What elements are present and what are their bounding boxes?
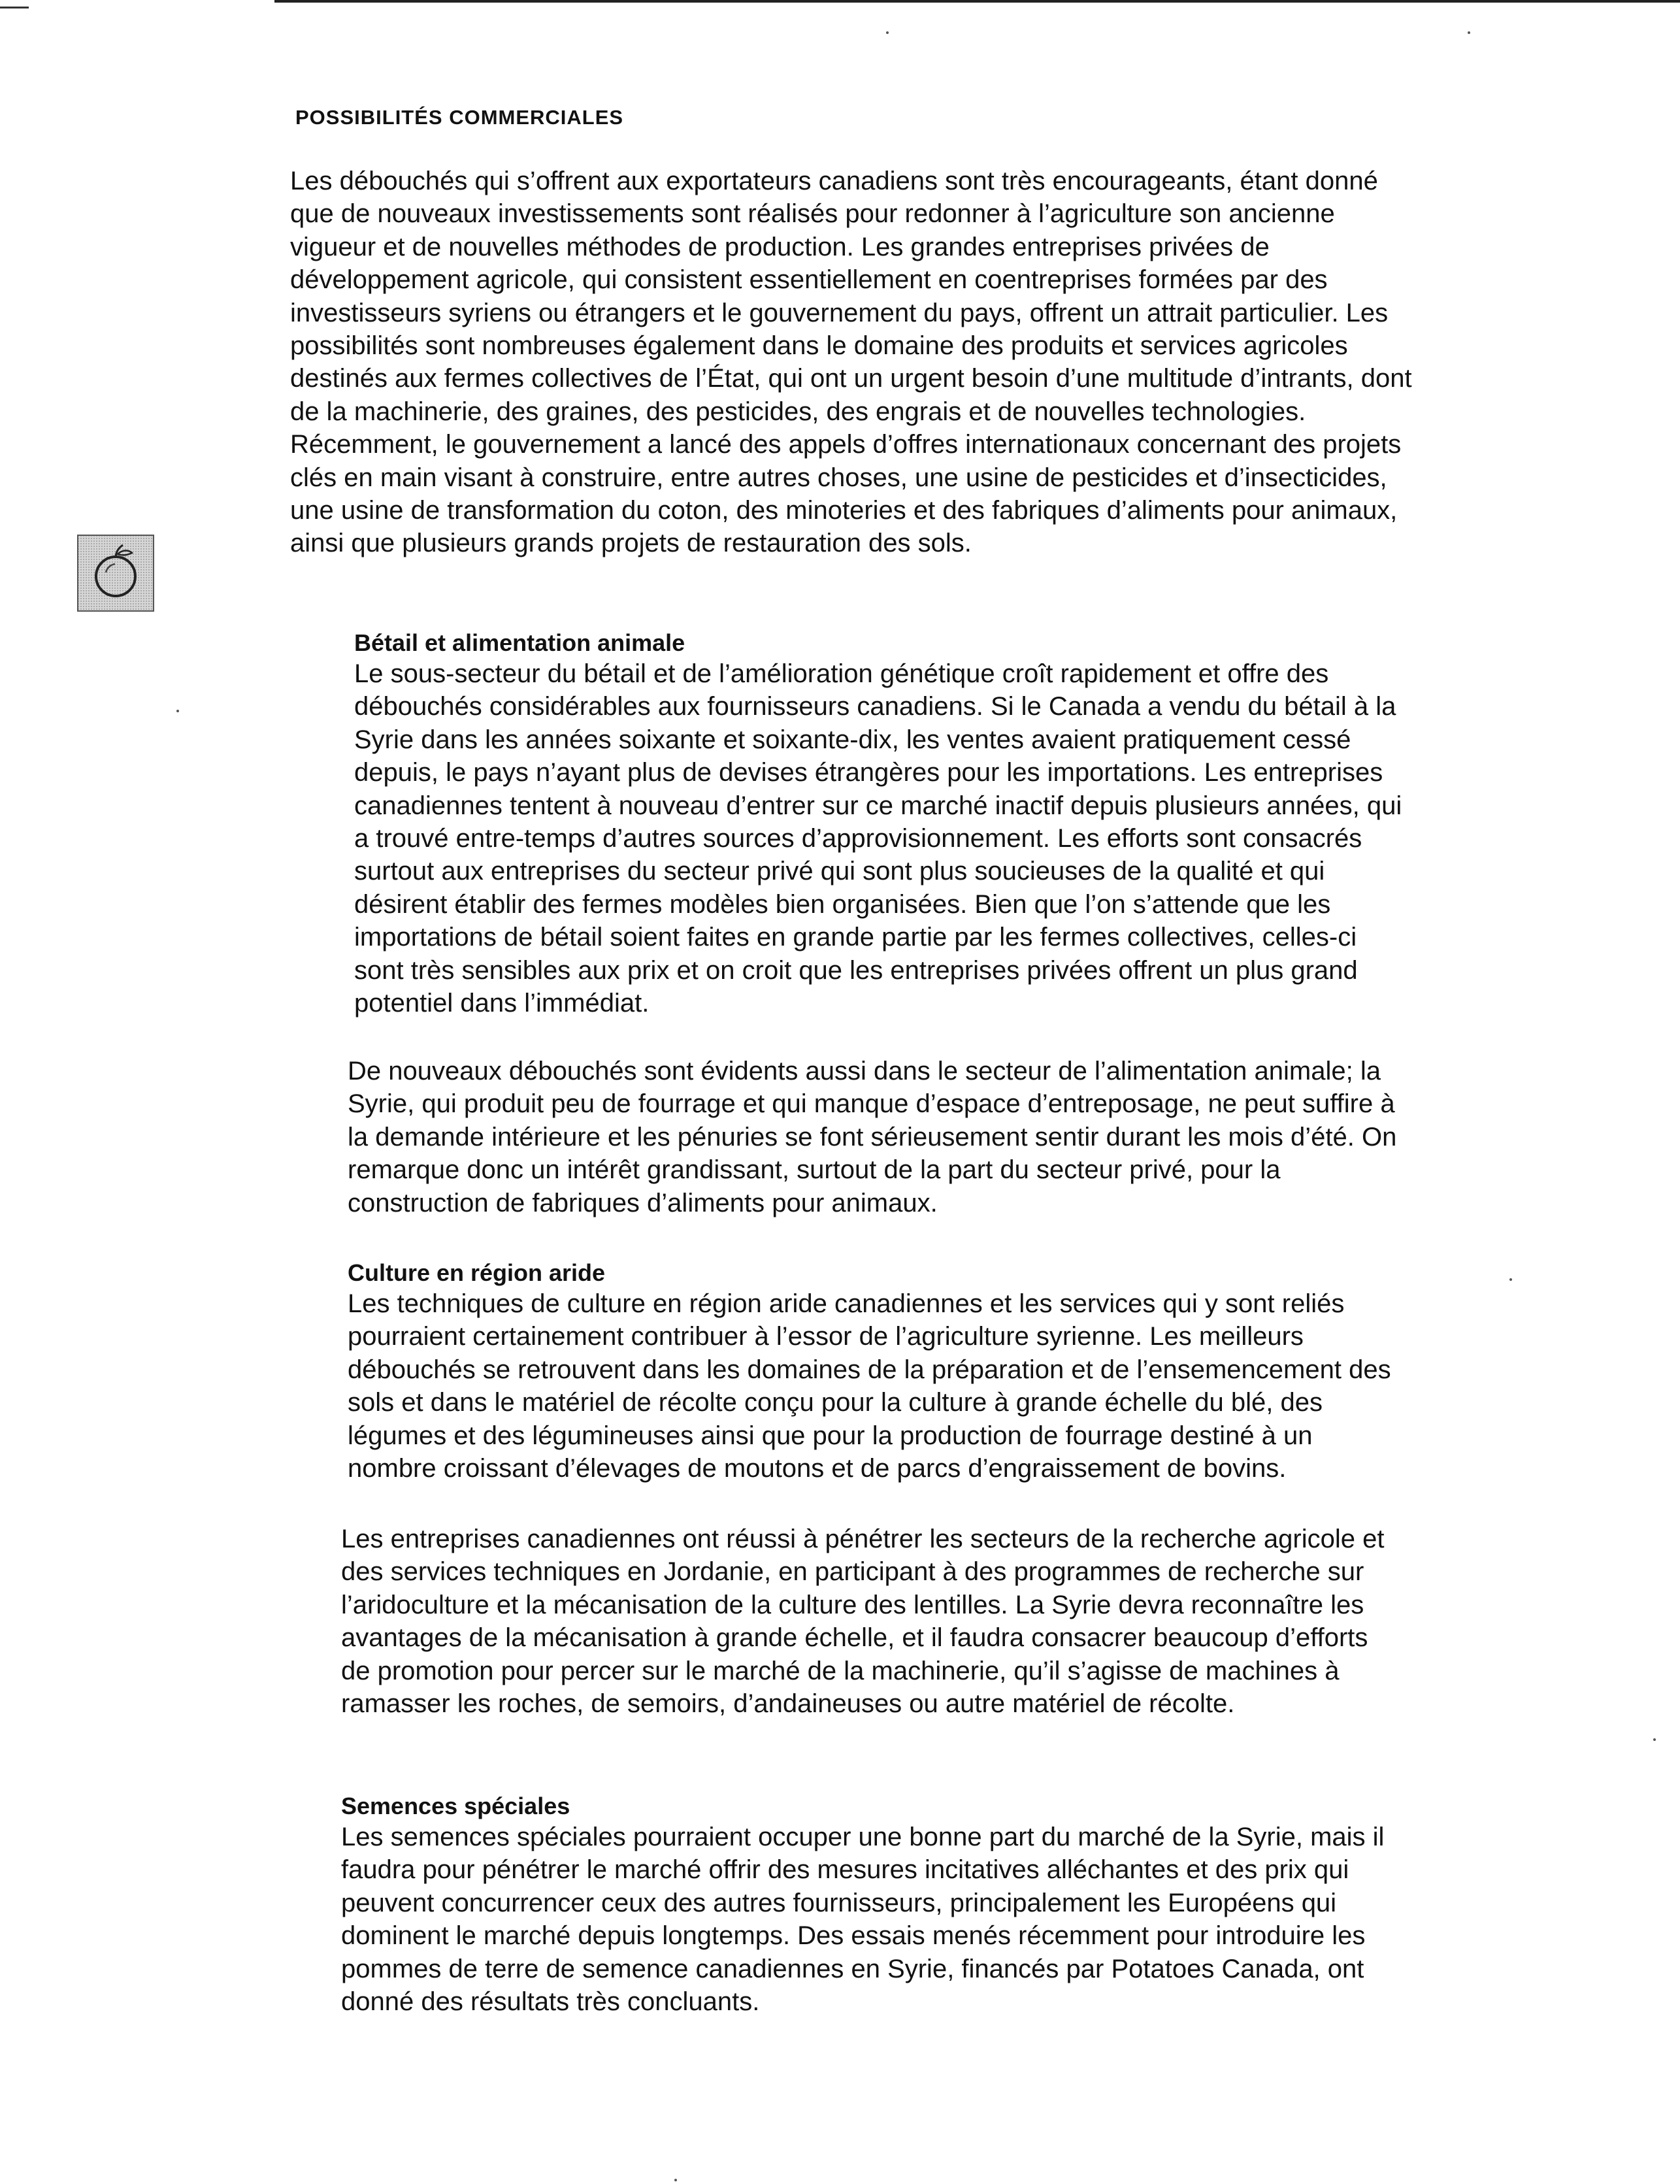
scan-speck bbox=[1653, 1738, 1656, 1741]
subsection-paragraph: Les semences spéciales pourraient occuper une bonne part du marché de la Syrie, mais il faudra pour pénétrer le marché offrir des mesures incitatives alléchantes et des prix qui peuvent concurrencer ceux des autres fournisseurs, principalement les Européens qui dominent le marché depuis longtemps. Des essais menés récemment pour introduire les pommes de terre de semence canadiennes en Syrie, financés par Potatoes Canada, ont donné des résultats très concluants. bbox=[341, 1823, 1385, 2017]
subsection-paragraph: De nouveaux débouchés sont évidents aussi dans le secteur de l’alimentation animale; la Syrie, qui produit peu de fourrage et qui manque d’espace d’entreposage, ne peut suffire à la demande intérieure et les pénuries se font sérieusement sentir durant les mois d’été. On remarque donc un intérêt grandissant, surtout de la part du secteur privé, pour la construction de fabriques d’aliments pour animaux. bbox=[348, 1057, 1397, 1217]
scan-speck bbox=[886, 31, 889, 34]
scan-speck bbox=[1509, 1278, 1512, 1281]
subsection-betail bbox=[354, 629, 1413, 1019]
subsection-paragraph: Les techniques de culture en région aride canadiennes et les services qui y sont reliés pourraient certainement contribuer à l’essor de l’agriculture syrienne. Les meilleurs débouchés se retrouvent dans les domaines de la préparation et de l’ensemencement des sols et dans le matériel de récolte conçu pour la culture à grande échelle du blé, des légumes et des légumineuses ainsi que pour la production de fourrage destiné à un nombre croissant d’élevages de moutons et de parcs d’engraissement de bovins. bbox=[348, 1289, 1391, 1483]
subsection-semences bbox=[341, 1792, 1400, 2018]
scan-speck bbox=[674, 2179, 677, 2181]
subsection-aride-continued bbox=[341, 1523, 1400, 1720]
section-title: POSSIBILITÉS COMMERCIALES bbox=[295, 106, 624, 129]
subsection-betail-continued bbox=[348, 1055, 1406, 1219]
corner-mark bbox=[0, 7, 29, 8]
subsection-paragraph: Les entreprises canadiennes ont réussi à pénétrer les secteurs de la recherche agricole et des services techniques en Jordanie, en participant à des programmes de recherche sur l’aridoculture et la mécanisation de la culture des lentilles. La Syrie devra reconnaître les avantages de la mécanisation à grande échelle, et il faudra consacrer beaucoup d’efforts de promotion pour percer sur le marché de la machinerie, qu’il s’agisse de machines à ramasser les roches, de semoirs, d’andaineuses ou autre matériel de récolte. bbox=[341, 1525, 1385, 1719]
intro-paragraph: Les débouchés qui s’offrent aux exportateurs canadiens sont très encourageants, étant donné que de nouveaux investissements sont réalisés pour redonner à l’agriculture son ancienne vigueur et de nouvelles méthodes de production. Les grandes entreprises privées de développement agricole, qui consistent essentiellement en coentreprises formées par des investisseurs syriens ou étrangers et le gouvernement du pays, offrent un attrait particulier. Les possibilités sont nombreuses également dans le domaine des produits et services agricoles destinés aux fermes collectives de l’État, qui ont un urgent besoin d’une multitude d’intrants, dont de la machinerie, des graines, des pesticides, des engrais et de nouvelles technologies. Récemment, le gouvernement a lancé des appels d’offres internationaux concernant des projets clés en main visant à construire, entre autres choses, une usine de pesticides et d’insecticides, une usine de transformation du coton, des minoteries et des fabriques d’aliments pour animaux, ainsi que plusieurs grands projets de restauration des sols. bbox=[290, 167, 1412, 558]
subsection-heading: Culture en région aride bbox=[348, 1259, 606, 1286]
top-border-line bbox=[274, 0, 1680, 3]
subsection-aride bbox=[348, 1259, 1406, 1485]
subsection-paragraph: Le sous-secteur du bétail et de l’amélioration génétique croît rapidement et offre des débouchés considérables aux fournisseurs canadiens. Si le Canada a vendu du bétail à la Syrie dans les années soixante et soixante-dix, les ventes avaient pratiquement cessé depuis, le pays n’ayant plus de devises étrangères pour les importations. Les entreprises canadiennes tentent à nouveau d’entrer sur ce marché inactif depuis plusieurs années, qui a trouvé entre-temps d’autres sources d’approvisionnement. Les efforts sont consacrés surtout aux entreprises du secteur privé qui sont plus soucieuses de la qualité et qui désirent établir des fermes modèles bien organisées. Bien que l’on s’attende que les importations de bétail soient faites en grande partie par les fermes collectives, celles-ci sont très sensibles aux prix et on croit que les entreprises privées offrent un plus grand potentiel dans l’immédiat. bbox=[354, 659, 1402, 1018]
apple-icon bbox=[77, 535, 154, 612]
subsection-heading: Semences spéciales bbox=[341, 1793, 570, 1819]
subsection-heading: Bétail et alimentation animale bbox=[354, 629, 685, 656]
scan-speck bbox=[176, 710, 179, 712]
scan-speck bbox=[1468, 31, 1470, 34]
